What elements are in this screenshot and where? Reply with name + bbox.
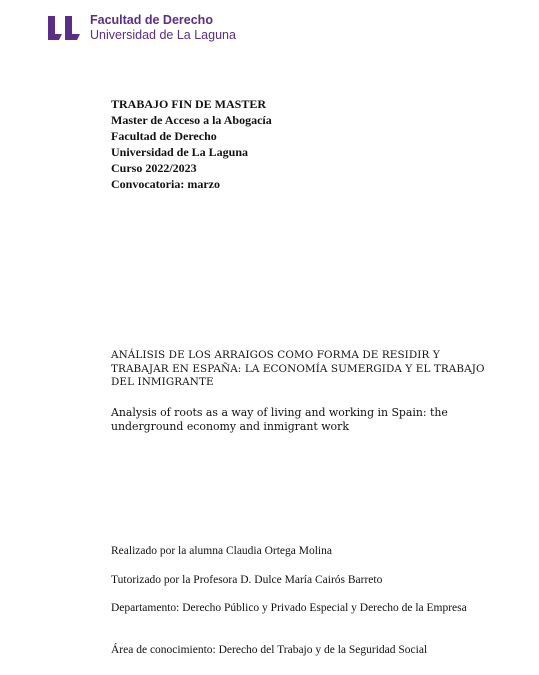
university-name: Universidad de La Laguna — [90, 28, 236, 42]
title-english: Analysis of roots as a way of living and working in Spain: the underground economy and inmigrant work — [111, 406, 448, 433]
faculty-name: Facultad de Derecho — [90, 13, 213, 27]
master-name: Master de Acceso a la Abogacía — [111, 113, 272, 127]
university-line: Universidad de La Laguna — [111, 145, 249, 159]
knowledge-area-line: Área de conocimiento: Derecho del Trabajo y de la Seguridad Social — [111, 644, 428, 656]
department-line: Departamento: Derecho Público y Privado Especial y Derecho de la Empresa — [111, 602, 467, 614]
faculty-header — [90, 13, 236, 43]
exam-session: Convocatoria: marzo — [111, 177, 220, 191]
thesis-info-block — [111, 96, 272, 192]
academic-year: Curso 2022/2023 — [111, 161, 197, 175]
thesis-type: TRABAJO FIN DE MASTER — [111, 97, 267, 111]
title-spanish: ANÁLISIS DE LOS ARRAIGOS COMO FORMA DE RESIDIR Y TRABAJAR EN ESPAÑA: LA ECONOMÍA SUMERGIDA Y EL TRABAJO DEL INMIGRANTE — [111, 349, 485, 388]
tutor-line: Tutorizado por la Profesora D. Dulce María Cairós Barreto — [111, 574, 383, 586]
faculty-line: Facultad de Derecho — [111, 129, 217, 143]
ull-logo-icon — [46, 14, 82, 42]
author-line: Realizado por la alumna Claudia Ortega Molina — [111, 545, 332, 557]
